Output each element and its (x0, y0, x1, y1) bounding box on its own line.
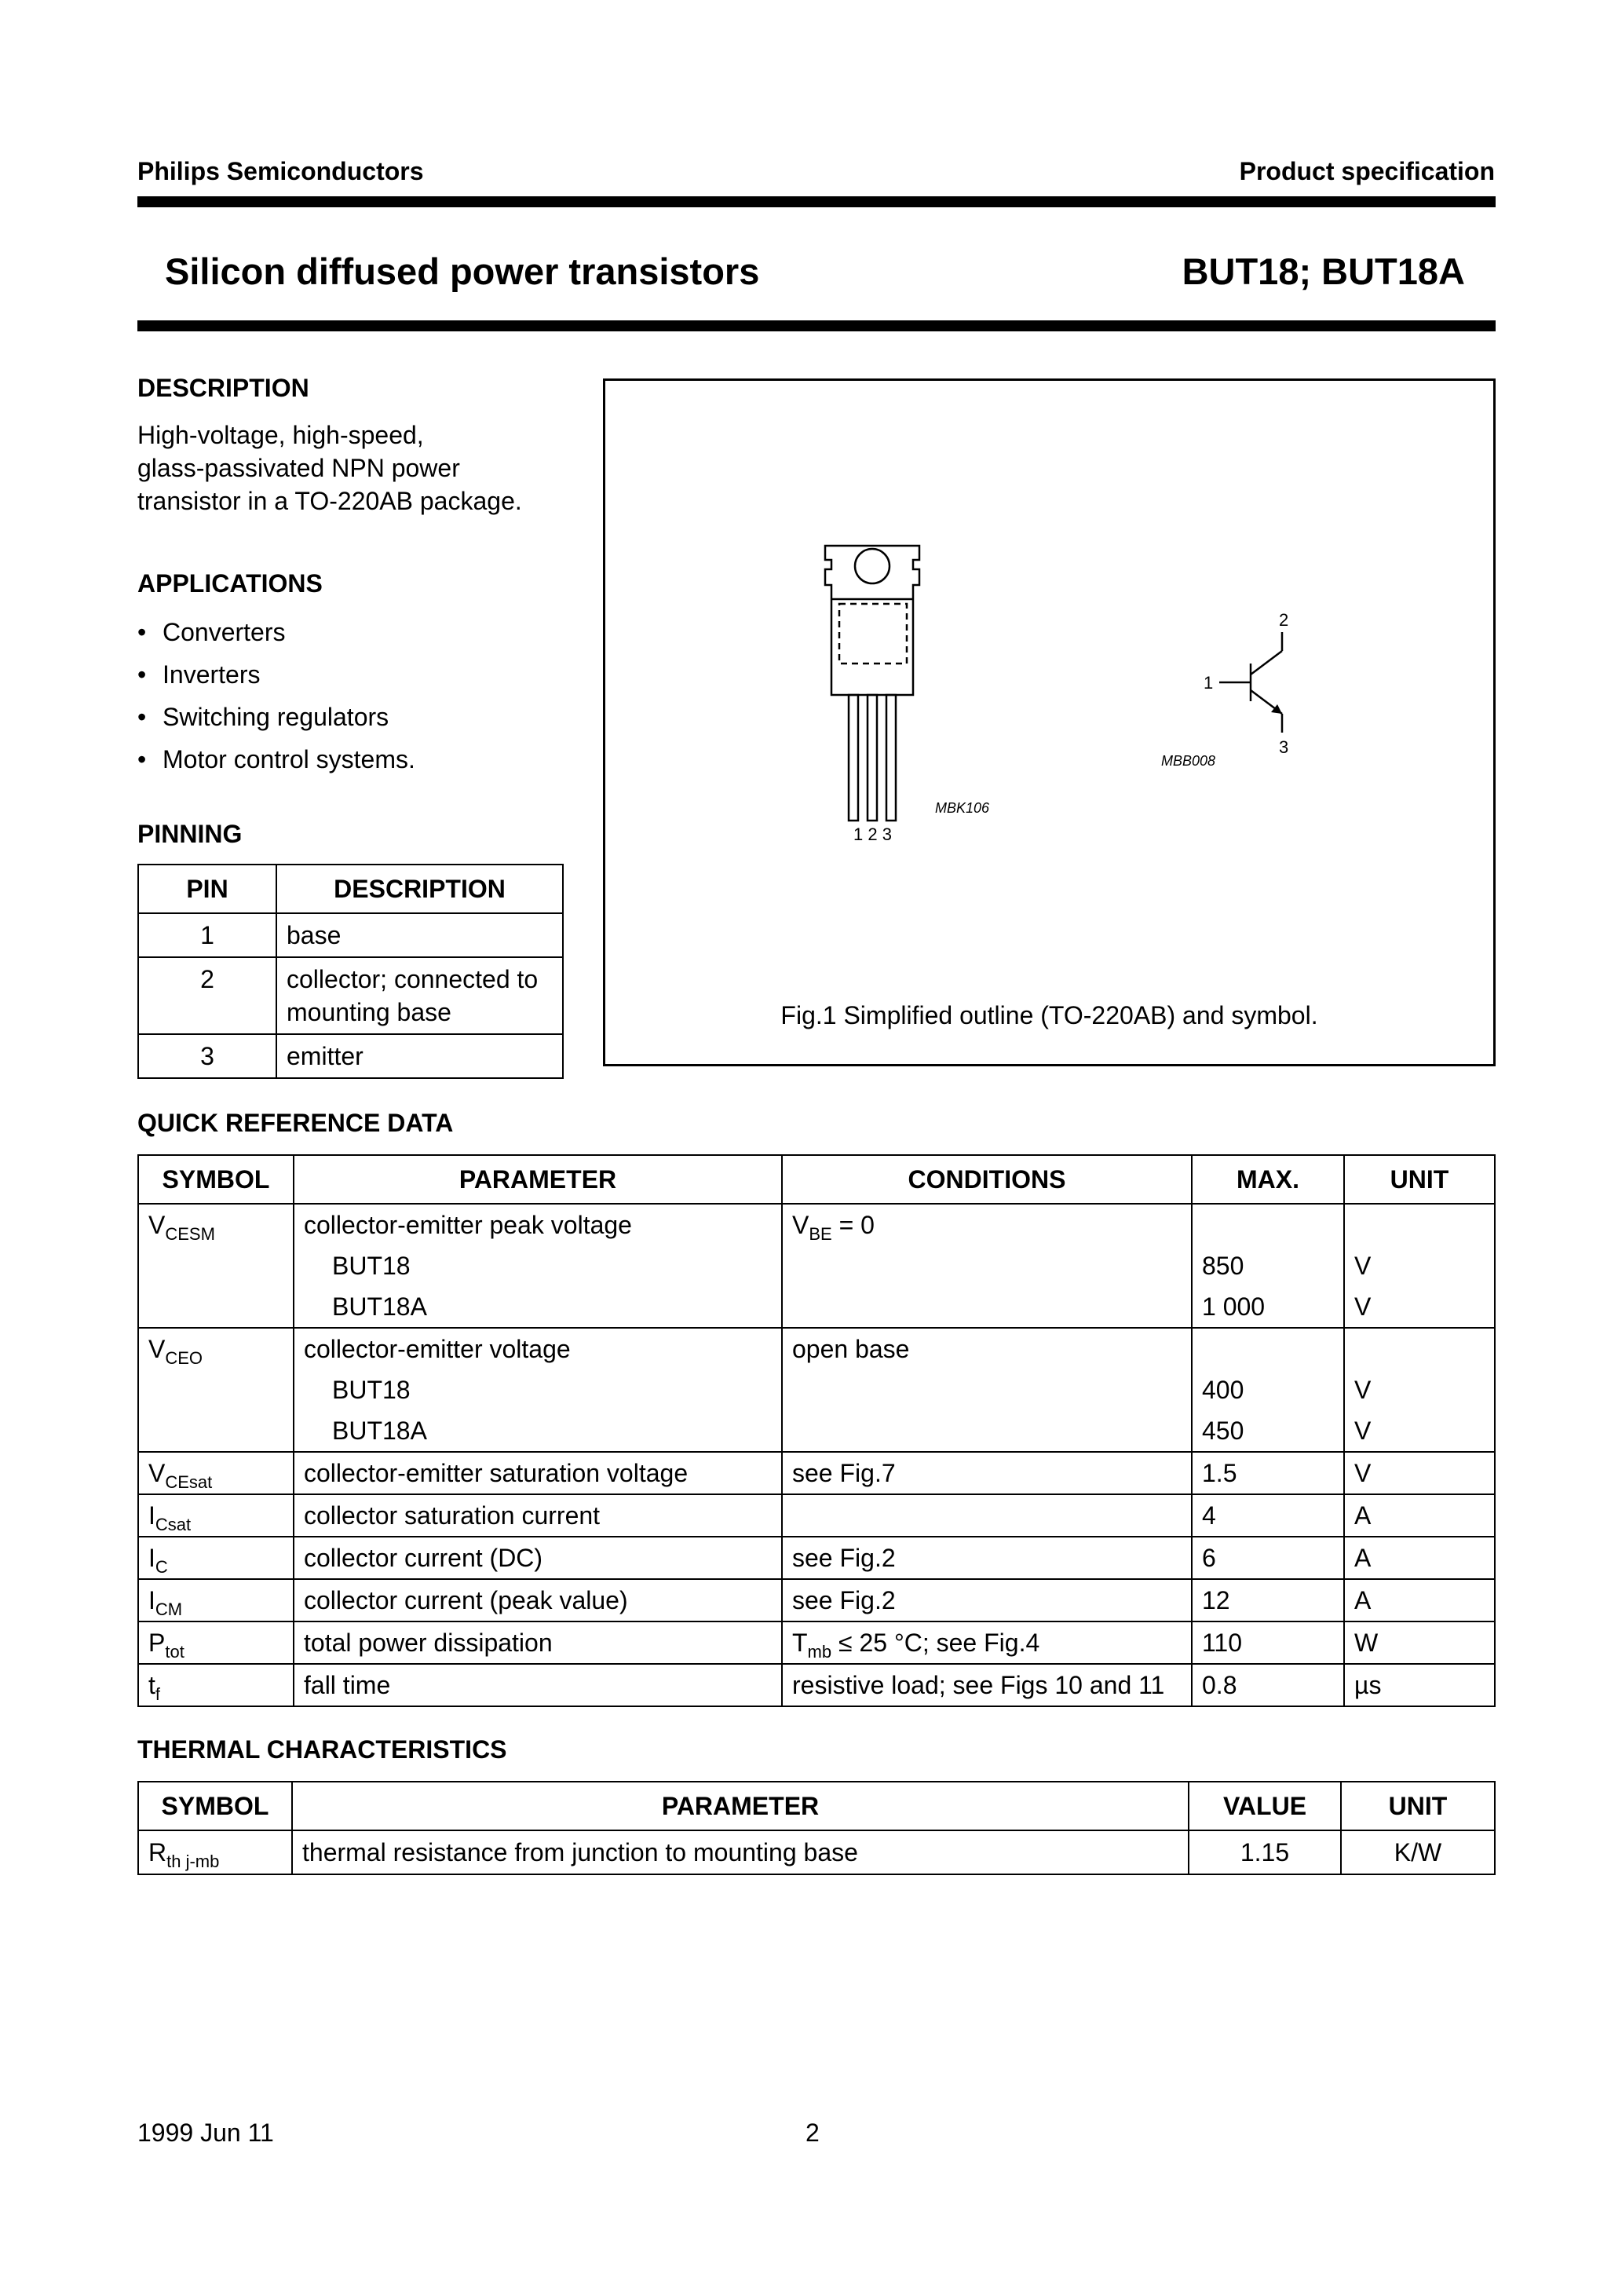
pin-col-header: PIN (138, 865, 276, 913)
pinning-table (137, 864, 564, 1079)
unit-cell: A (1344, 1537, 1495, 1579)
table-row (138, 1369, 1495, 1410)
outline-code: MBK106 (935, 800, 990, 816)
max-cell: 450 (1192, 1410, 1344, 1452)
max-cell (1192, 1204, 1344, 1245)
title-rule (137, 320, 1496, 331)
max-cell: 6 (1192, 1537, 1344, 1579)
parameter-cell: BUT18 (294, 1245, 782, 1286)
unit-cell: W (1344, 1621, 1495, 1664)
pin-description-line: collector; connected to (287, 965, 539, 993)
table-row (138, 913, 563, 957)
description-line: transistor in a TO-220AB package. (137, 487, 522, 515)
parameter-cell: BUT18A (294, 1410, 782, 1452)
unit-cell: A (1344, 1579, 1495, 1621)
table-row (138, 1452, 1495, 1494)
table-row (138, 1664, 1495, 1706)
description-heading: DESCRIPTION (137, 374, 309, 402)
table-row (138, 1328, 1495, 1369)
table-row (138, 1245, 1495, 1286)
pin-description-line: mounting base (287, 998, 451, 1026)
max-cell: 400 (1192, 1369, 1344, 1410)
unit-cell (1344, 1328, 1495, 1369)
table-row (138, 1621, 1495, 1664)
symbol-cell: $t_f$ (138, 1664, 294, 1706)
table-row (138, 1034, 563, 1078)
col-header-value: VALUE (1189, 1782, 1341, 1830)
max-cell: 12 (1192, 1579, 1344, 1621)
max-cell: 1.5 (1192, 1452, 1344, 1494)
pinning-heading: PINNING (137, 820, 243, 848)
pin-description: emitter (276, 1034, 563, 1078)
col-header-unit: UNIT (1341, 1782, 1495, 1830)
table-row (138, 1410, 1495, 1452)
parameter-cell: total power dissipation (294, 1621, 782, 1664)
table-row (138, 1204, 1495, 1245)
conditions-cell (782, 1494, 1192, 1537)
npn-transistor-icon (1219, 632, 1282, 733)
applications-heading: APPLICATIONS (137, 569, 323, 598)
conditions-cell: $T_{mb} \le 25$ °C; see Fig.4 (782, 1621, 1192, 1664)
max-cell: 0.8 (1192, 1664, 1344, 1706)
col-header-symbol: SYMBOL (138, 1155, 294, 1204)
max-cell: 1 000 (1192, 1286, 1344, 1328)
header-rule (137, 196, 1496, 207)
parameter-cell: collector saturation current (294, 1494, 782, 1537)
max-cell: 850 (1192, 1245, 1344, 1286)
figure-caption: Fig.1 Simplified outline (TO-220AB) and symbol. (780, 1001, 1318, 1029)
thermal-heading: THERMAL CHARACTERISTICS (137, 1735, 507, 1764)
parameter-cell: collector-emitter voltage (294, 1328, 782, 1369)
parameter-cell: collector-emitter saturation voltage (294, 1452, 782, 1494)
unit-cell: V (1344, 1369, 1495, 1410)
pin-number: 3 (138, 1034, 276, 1078)
unit-cell: V (1344, 1452, 1495, 1494)
max-cell: 110 (1192, 1621, 1344, 1664)
unit-cell: V (1344, 1286, 1495, 1328)
package-outline-icon (825, 546, 919, 821)
symbol-cell: $V_{CESM}$ (138, 1204, 294, 1245)
table-row (138, 1286, 1495, 1328)
unit-cell: V (1344, 1410, 1495, 1452)
conditions-cell: see Fig.7 (782, 1452, 1192, 1494)
parameter-cell: thermal resistance from junction to mounting base (292, 1830, 1189, 1874)
col-header-symbol: SYMBOL (138, 1782, 292, 1830)
max-cell: 4 (1192, 1494, 1344, 1537)
parameter-cell: BUT18A (294, 1286, 782, 1328)
conditions-cell: resistive load; see Figs 10 and 11 (782, 1664, 1192, 1706)
table-row (138, 1830, 1495, 1874)
table-row (138, 1537, 1495, 1579)
parameter-cell: collector-emitter peak voltage (294, 1204, 782, 1245)
symbol-cell: $I_{CM}$ (138, 1579, 294, 1621)
conditions-cell: see Fig.2 (782, 1579, 1192, 1621)
applications-list (137, 611, 415, 781)
thermal-table (137, 1781, 1496, 1875)
conditions-cell: open base (782, 1328, 1192, 1369)
company-name: Philips Semiconductors (137, 157, 424, 185)
symbol-pin2-label: 2 (1279, 610, 1289, 630)
table-row (138, 1494, 1495, 1537)
figure-drawing (605, 381, 1493, 993)
part-number: BUT18; BUT18A (1182, 250, 1465, 292)
pin-number: 1 (138, 913, 276, 957)
col-header-parameter: PARAMETER (292, 1782, 1189, 1830)
list-item: • Inverters (137, 653, 415, 696)
table-row (138, 957, 563, 1034)
value-cell: 1.15 (1189, 1830, 1341, 1874)
list-item: • Motor control systems. (137, 738, 415, 781)
parameter-cell: collector current (DC) (294, 1537, 782, 1579)
pin-description (276, 957, 563, 1034)
page-title: Silicon diffused power transistors (165, 250, 760, 292)
list-item: • Switching regulators (137, 696, 415, 738)
conditions-cell: see Fig.2 (782, 1537, 1192, 1579)
symbol-cell: $V_{CEO}$ (138, 1328, 294, 1369)
parameter-cell: fall time (294, 1664, 782, 1706)
footer-date: 1999 Jun 11 (137, 2119, 274, 2147)
symbol-cell: $R_{th j-mb}$ (138, 1830, 292, 1874)
conditions-cell: $V_{BE} = 0$ (782, 1204, 1192, 1245)
symbol-cell: $V_{CEsat}$ (138, 1452, 294, 1494)
description-line: glass-passivated NPN power (137, 454, 460, 482)
symbol-pin3-label: 3 (1279, 737, 1289, 757)
col-header-max: MAX. (1192, 1155, 1344, 1204)
symbol-cell: $I_C$ (138, 1537, 294, 1579)
document-type: Product specification (1239, 157, 1495, 185)
symbol-pin1-label: 1 (1204, 673, 1214, 693)
description-col-header: DESCRIPTION (276, 865, 563, 913)
figure-box (603, 378, 1496, 1066)
col-header-parameter: PARAMETER (294, 1155, 782, 1204)
unit-cell (1344, 1204, 1495, 1245)
parameter-cell: collector current (peak value) (294, 1579, 782, 1621)
max-cell (1192, 1328, 1344, 1369)
quick-ref-heading: QUICK REFERENCE DATA (137, 1109, 454, 1137)
unit-cell: K/W (1341, 1830, 1495, 1874)
unit-cell: A (1344, 1494, 1495, 1537)
unit-cell: V (1344, 1245, 1495, 1286)
pin-number: 2 (138, 957, 276, 1034)
outline-pin-labels: 1 2 3 (853, 824, 892, 844)
parameter-cell: BUT18 (294, 1369, 782, 1410)
symbol-code: MBB008 (1161, 753, 1216, 769)
table-row (138, 1579, 1495, 1621)
description-text (137, 419, 522, 517)
list-item: • Converters (137, 611, 415, 653)
col-header-conditions: CONDITIONS (782, 1155, 1192, 1204)
symbol-cell: $I_{Csat}$ (138, 1494, 294, 1537)
description-line: High-voltage, high-speed, (137, 421, 424, 449)
symbol-cell: $P_{tot}$ (138, 1621, 294, 1664)
pin-description: base (276, 913, 563, 957)
page-number: 2 (806, 2119, 820, 2147)
quick-ref-table (137, 1154, 1496, 1707)
unit-cell: µs (1344, 1664, 1495, 1706)
col-header-unit: UNIT (1344, 1155, 1495, 1204)
